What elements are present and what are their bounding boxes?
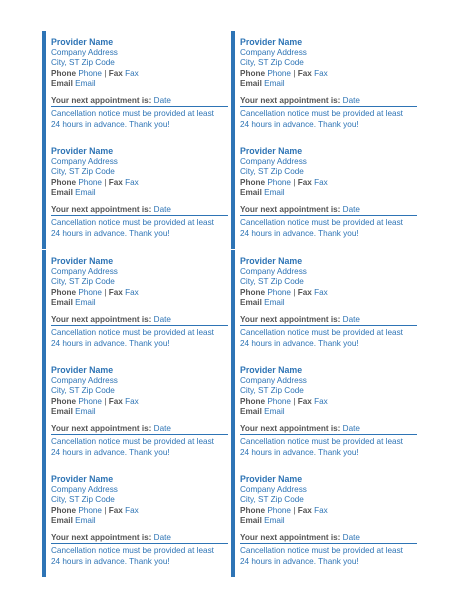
phone-value: Phone (78, 68, 102, 78)
fax-label: Fax (297, 68, 312, 78)
appointment-label: Your next appointment is: (240, 423, 341, 433)
city-state-zip: City, ST Zip Code (240, 495, 304, 505)
provider-name: Provider Name (51, 365, 114, 375)
appointment-card-r5-c2 (231, 468, 417, 577)
cancellation-notice: Cancellation notice must be provided at least 24 hours in advance. Thank you! (240, 109, 403, 129)
phone-fax-line (240, 397, 415, 407)
card-contact-block (51, 37, 226, 106)
city-state-zip: City, ST Zip Code (240, 277, 304, 287)
separator: | (104, 396, 107, 406)
card-divider (240, 215, 417, 216)
appointment-date: Date (342, 95, 360, 105)
cancellation-notice: Cancellation notice must be provided at least 24 hours in advance. Thank you! (51, 437, 214, 457)
phone-fax-line (240, 506, 415, 516)
phone-value: Phone (267, 287, 291, 297)
fax-label: Fax (108, 505, 123, 515)
appointment-date: Date (153, 95, 171, 105)
city-state-zip: City, ST Zip Code (51, 277, 115, 287)
phone-label: Phone (240, 287, 266, 297)
appointment-date: Date (342, 532, 360, 542)
fax-label: Fax (108, 287, 123, 297)
card-contact-block (51, 365, 226, 434)
email-label: Email (51, 516, 73, 526)
phone-value: Phone (78, 177, 102, 187)
phone-label: Phone (51, 177, 77, 187)
appointment-date: Date (153, 423, 171, 433)
appointment-date: Date (153, 532, 171, 542)
email-line (240, 516, 415, 526)
separator: | (104, 287, 107, 297)
appointment-card-r5-c1 (42, 468, 228, 577)
cancellation-notice: Cancellation notice must be provided at least 24 hours in advance. Thank you! (240, 218, 403, 238)
fax-label: Fax (297, 177, 312, 187)
appointment-label: Your next appointment is: (51, 532, 152, 542)
email-line (240, 79, 415, 89)
appointment-card-r4-c2 (231, 359, 417, 468)
appointment-line (240, 205, 415, 215)
appointment-card-r3-c2 (231, 250, 417, 359)
appointment-date: Date (153, 314, 171, 324)
fax-value: Fax (125, 177, 139, 187)
appointment-line (240, 315, 415, 325)
separator: | (293, 177, 296, 187)
email-line (240, 188, 415, 198)
city-state-zip: City, ST Zip Code (240, 58, 304, 68)
appointment-label: Your next appointment is: (51, 314, 152, 324)
email-value: Email (75, 188, 96, 198)
card-divider (51, 543, 228, 544)
email-line (51, 298, 226, 308)
email-label: Email (240, 407, 262, 417)
email-line (240, 298, 415, 308)
appointment-card-r2-c2 (231, 140, 417, 249)
provider-name: Provider Name (240, 256, 303, 266)
email-line (51, 516, 226, 526)
card-divider (240, 106, 417, 107)
card-divider (51, 106, 228, 107)
phone-label: Phone (51, 396, 77, 406)
card-divider (51, 215, 228, 216)
fax-label: Fax (297, 505, 312, 515)
provider-name: Provider Name (51, 37, 114, 47)
separator: | (104, 505, 107, 515)
appointment-line (51, 315, 226, 325)
company-address: Company Address (240, 157, 307, 166)
appointment-card-r1-c1 (42, 31, 228, 140)
appointment-line (240, 533, 415, 543)
email-value: Email (264, 516, 285, 526)
cancellation-notice: Cancellation notice must be provided at least 24 hours in advance. Thank you! (51, 546, 214, 566)
fax-value: Fax (125, 396, 139, 406)
email-label: Email (240, 298, 262, 308)
company-address: Company Address (51, 485, 118, 494)
phone-label: Phone (51, 287, 77, 297)
phone-fax-line (51, 397, 226, 407)
email-line (240, 407, 415, 417)
phone-label: Phone (51, 68, 77, 78)
separator: | (293, 396, 296, 406)
card-contact-block (240, 146, 415, 215)
phone-value: Phone (78, 287, 102, 297)
appointment-label: Your next appointment is: (51, 423, 152, 433)
fax-value: Fax (314, 177, 328, 187)
cancellation-notice: Cancellation notice must be provided at least 24 hours in advance. Thank you! (240, 437, 403, 457)
email-label: Email (51, 407, 73, 417)
appointment-card-r1-c2 (231, 31, 417, 140)
phone-value: Phone (267, 505, 291, 515)
cancellation-notice: Cancellation notice must be provided at least 24 hours in advance. Thank you! (240, 328, 403, 348)
phone-fax-line (51, 506, 226, 516)
cancellation-notice: Cancellation notice must be provided at least 24 hours in advance. Thank you! (51, 328, 214, 348)
email-value: Email (75, 298, 96, 308)
email-label: Email (51, 188, 73, 198)
separator: | (293, 68, 296, 78)
city-state-zip: City, ST Zip Code (51, 386, 115, 396)
provider-name: Provider Name (240, 146, 303, 156)
phone-label: Phone (240, 396, 266, 406)
phone-fax-line (240, 288, 415, 298)
phone-fax-line (51, 69, 226, 79)
fax-label: Fax (108, 68, 123, 78)
phone-value: Phone (267, 177, 291, 187)
appointment-date: Date (342, 204, 360, 214)
company-address: Company Address (51, 157, 118, 166)
email-line (51, 188, 226, 198)
cancellation-notice: Cancellation notice must be provided at least 24 hours in advance. Thank you! (51, 109, 214, 129)
appointment-label: Your next appointment is: (51, 204, 152, 214)
email-line (51, 407, 226, 417)
city-state-zip: City, ST Zip Code (240, 167, 304, 177)
separator: | (293, 287, 296, 297)
phone-label: Phone (240, 505, 266, 515)
email-line (51, 79, 226, 89)
appointment-date: Date (153, 204, 171, 214)
phone-fax-line (51, 288, 226, 298)
card-contact-block (51, 256, 226, 325)
email-value: Email (75, 516, 96, 526)
phone-value: Phone (78, 505, 102, 515)
appointment-label: Your next appointment is: (51, 95, 152, 105)
email-value: Email (75, 407, 96, 417)
fax-value: Fax (314, 287, 328, 297)
appointment-card-r3-c1 (42, 250, 228, 359)
card-contact-block (240, 365, 415, 434)
city-state-zip: City, ST Zip Code (51, 167, 115, 177)
provider-name: Provider Name (240, 37, 303, 47)
phone-label: Phone (240, 68, 266, 78)
card-divider (240, 543, 417, 544)
email-label: Email (240, 79, 262, 89)
email-value: Email (75, 79, 96, 89)
phone-value: Phone (267, 68, 291, 78)
provider-name: Provider Name (51, 474, 114, 484)
fax-label: Fax (108, 396, 123, 406)
appointment-date: Date (342, 423, 360, 433)
company-address: Company Address (240, 48, 307, 57)
phone-fax-line (51, 178, 226, 188)
provider-name: Provider Name (51, 256, 114, 266)
phone-label: Phone (240, 177, 266, 187)
card-divider (240, 325, 417, 326)
fax-label: Fax (297, 287, 312, 297)
card-contact-block (240, 256, 415, 325)
appointment-line (51, 205, 226, 215)
email-label: Email (240, 188, 262, 198)
appointment-card-r4-c1 (42, 359, 228, 468)
fax-label: Fax (297, 396, 312, 406)
phone-label: Phone (51, 505, 77, 515)
company-address: Company Address (240, 485, 307, 494)
company-address: Company Address (51, 48, 118, 57)
card-contact-block (51, 474, 226, 543)
card-contact-block (240, 474, 415, 543)
phone-fax-line (240, 69, 415, 79)
email-value: Email (264, 407, 285, 417)
separator: | (293, 505, 296, 515)
email-label: Email (51, 79, 73, 89)
email-value: Email (264, 298, 285, 308)
city-state-zip: City, ST Zip Code (240, 386, 304, 396)
provider-name: Provider Name (240, 474, 303, 484)
appointment-label: Your next appointment is: (240, 314, 341, 324)
provider-name: Provider Name (51, 146, 114, 156)
phone-value: Phone (78, 396, 102, 406)
fax-value: Fax (125, 505, 139, 515)
provider-name: Provider Name (240, 365, 303, 375)
company-address: Company Address (51, 267, 118, 276)
card-contact-block (240, 37, 415, 106)
city-state-zip: City, ST Zip Code (51, 495, 115, 505)
city-state-zip: City, ST Zip Code (51, 58, 115, 68)
card-divider (51, 434, 228, 435)
fax-value: Fax (314, 505, 328, 515)
separator: | (104, 177, 107, 187)
appointment-line (240, 96, 415, 106)
separator: | (104, 68, 107, 78)
email-value: Email (264, 79, 285, 89)
email-value: Email (264, 188, 285, 198)
fax-label: Fax (108, 177, 123, 187)
fax-value: Fax (125, 287, 139, 297)
company-address: Company Address (240, 267, 307, 276)
card-divider (240, 434, 417, 435)
fax-value: Fax (314, 68, 328, 78)
appointment-label: Your next appointment is: (240, 95, 341, 105)
appointment-label: Your next appointment is: (240, 204, 341, 214)
phone-value: Phone (267, 396, 291, 406)
appointment-line (51, 424, 226, 434)
card-divider (51, 325, 228, 326)
email-label: Email (240, 516, 262, 526)
cancellation-notice: Cancellation notice must be provided at least 24 hours in advance. Thank you! (240, 546, 403, 566)
company-address: Company Address (240, 376, 307, 385)
appointment-line (51, 533, 226, 543)
appointment-date: Date (342, 314, 360, 324)
fax-value: Fax (314, 396, 328, 406)
phone-fax-line (240, 178, 415, 188)
email-label: Email (51, 298, 73, 308)
appointment-label: Your next appointment is: (240, 532, 341, 542)
card-contact-block (51, 146, 226, 215)
appointment-card-r2-c1 (42, 140, 228, 249)
appointment-line (240, 424, 415, 434)
appointment-line (51, 96, 226, 106)
company-address: Company Address (51, 376, 118, 385)
cancellation-notice: Cancellation notice must be provided at least 24 hours in advance. Thank you! (51, 218, 214, 238)
fax-value: Fax (125, 68, 139, 78)
